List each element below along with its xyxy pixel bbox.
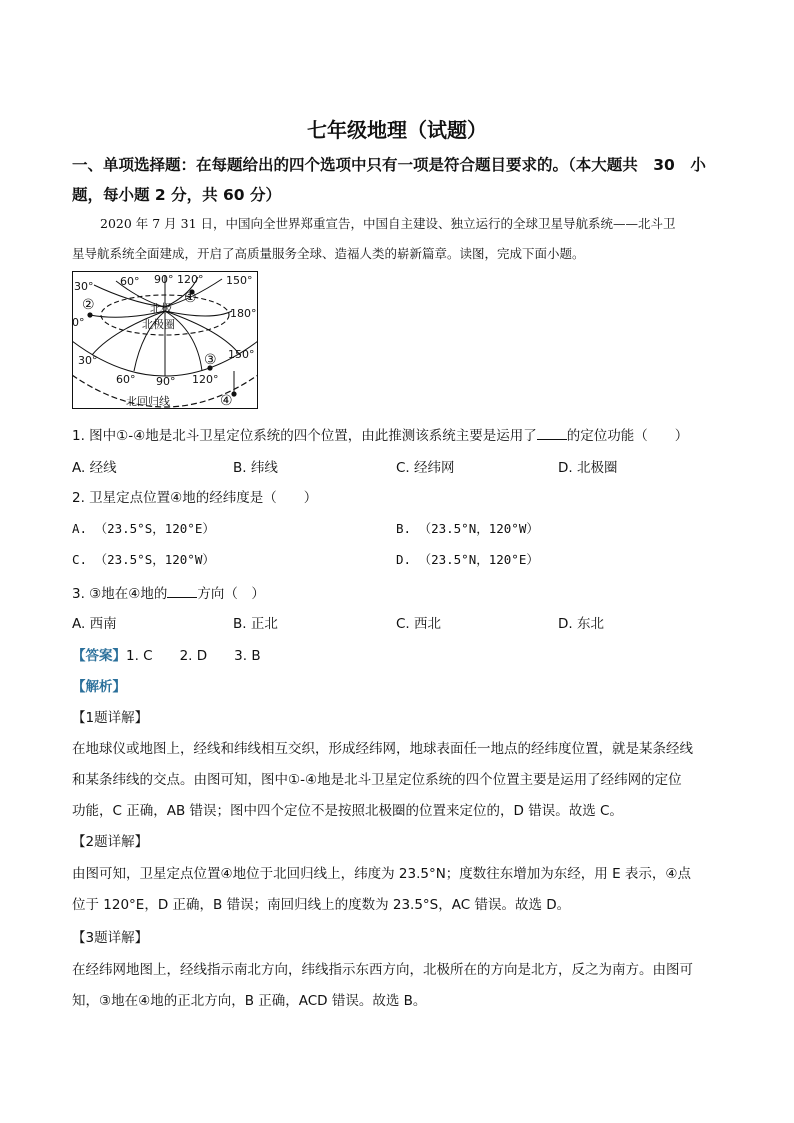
map-label-lon-180: 180° bbox=[230, 307, 257, 320]
map-label-lon-0: 0° bbox=[72, 316, 85, 329]
answer-line bbox=[72, 644, 261, 664]
detail-2-line2: 位于 120°E，D 正确，B 错误；南回归线上的度数为 23.5°S，AC 错误。故选 D。 bbox=[72, 897, 571, 913]
map-label-lon-bottom-5: 150° bbox=[228, 348, 255, 361]
section-heading-line2: 题，每小题 2 分，共 60 分） bbox=[72, 186, 281, 204]
question-1-stem-a: 1. 图中①-④地是北斗卫星定位系统的四个位置，由此推测该系统主要是运用了 bbox=[72, 428, 537, 444]
q2-option-a[interactable]: A. （23.5°S，120°E） bbox=[72, 521, 215, 536]
map-label-lon-bottom-3: 90° bbox=[156, 375, 176, 388]
question-3-stem-a: 3. ③地在④地的 bbox=[72, 586, 168, 602]
question-1-blank bbox=[537, 427, 567, 440]
map-label-lon-bottom-2: 60° bbox=[116, 373, 136, 386]
detail-1-line3: 功能，C 正确，AB 错误；图中四个定位不是按照北极圈的位置来定位的，D 错误。故选 C。 bbox=[72, 803, 623, 819]
map-label-tropic: 北回归线 bbox=[126, 395, 170, 408]
q3-option-b[interactable]: B. 正北 bbox=[233, 616, 278, 632]
analysis-heading: 【解析】 bbox=[72, 679, 126, 695]
map-label-lon-top-3: 90° bbox=[154, 273, 174, 286]
map-marker-4: ④ bbox=[220, 393, 233, 409]
map-label-lon-top-1: 30° bbox=[74, 280, 94, 293]
detail-2-line1: 由图可知，卫星定点位置④地位于北回归线上，纬度为 23.5°N；度数往东增加为东经，用 E 表示，④点 bbox=[72, 866, 692, 882]
question-2-stem: 2. 卫星定点位置④地的经纬度是（ ） bbox=[72, 490, 318, 506]
detail-3-line1: 在经纬网地图上，经线指示南北方向，纬线指示东西方向，北极所在的方向是北方，反之为南方。由图可 bbox=[72, 962, 693, 978]
map-label-lon-bottom-1: 30° bbox=[78, 354, 98, 367]
detail-3-title: 【3题详解】 bbox=[72, 930, 149, 946]
q1-option-c[interactable]: C. 经纬网 bbox=[396, 460, 455, 476]
map-label-lon-top-5: 150° bbox=[226, 274, 253, 287]
map-marker-1: ① bbox=[184, 290, 197, 306]
polar-graticule-map bbox=[72, 271, 258, 409]
question-3-stem-b: 方向（ ） bbox=[197, 586, 265, 602]
q2-option-c[interactable]: C. （23.5°S，120°W） bbox=[72, 552, 215, 567]
q2-option-b[interactable]: B. （23.5°N，120°W） bbox=[396, 521, 539, 536]
map-label-arctic-circle: 北极圈 bbox=[142, 318, 175, 331]
map-marker-3: ③ bbox=[204, 352, 217, 368]
q2-option-d[interactable]: D. （23.5°N，120°E） bbox=[396, 552, 539, 567]
detail-1-line1: 在地球仪或地图上，经线和纬线相互交织，形成经纬网，地球表面任一地点的经纬度位置，就是某条经线 bbox=[72, 741, 693, 757]
section-heading-line1: 一、单项选择题：在每题给出的四个选项中只有一项是符合题目要求的。（本大题共 30 小 bbox=[72, 156, 706, 174]
q1-option-d[interactable]: D. 北极圈 bbox=[558, 460, 618, 476]
answer-tag: 【答案】 bbox=[72, 648, 126, 664]
intro-line1: 2020 年 7 月 31 日，中国向全世界郑重宣告，中国自主建设、独立运行的全球卫星导航系统——北斗卫 bbox=[100, 216, 676, 231]
detail-1-line2: 和某条纬线的交点。由图可知，图中①-④地是北斗卫星定位系统的四个位置主要是运用了经纬网的定位 bbox=[72, 772, 682, 788]
detail-2-title: 【2题详解】 bbox=[72, 834, 149, 850]
intro-line2: 星导航系统全面建成，开启了高质量服务全球、造福人类的崭新篇章。读图，完成下面小题。 bbox=[72, 246, 585, 261]
detail-3-line2: 知，③地在④地的正北方向，B 正确，ACD 错误。故选 B。 bbox=[72, 993, 427, 1009]
map-label-lon-top-2: 60° bbox=[120, 275, 140, 288]
q3-option-d[interactable]: D. 东北 bbox=[558, 616, 604, 632]
question-1 bbox=[72, 424, 688, 444]
page-title: 七年级地理（试题） bbox=[307, 118, 487, 142]
question-3-blank bbox=[167, 585, 197, 598]
question-3 bbox=[72, 582, 265, 602]
answer-text: 1. C 2. D 3. B bbox=[126, 648, 261, 664]
q3-option-a[interactable]: A. 西南 bbox=[72, 616, 117, 632]
map-label-lon-bottom-4: 120° bbox=[192, 373, 219, 386]
q1-option-a[interactable]: A. 经线 bbox=[72, 460, 117, 476]
map-label-north-pole: 北极 bbox=[150, 302, 172, 315]
q3-option-c[interactable]: C. 西北 bbox=[396, 616, 442, 632]
detail-1-title: 【1题详解】 bbox=[72, 710, 149, 726]
question-1-stem-b: 的定位功能（ ） bbox=[566, 428, 689, 444]
q1-option-b[interactable]: B. 纬线 bbox=[233, 460, 278, 476]
map-label-lon-top-4: 120° bbox=[177, 273, 204, 286]
map-marker-2: ② bbox=[82, 297, 95, 313]
